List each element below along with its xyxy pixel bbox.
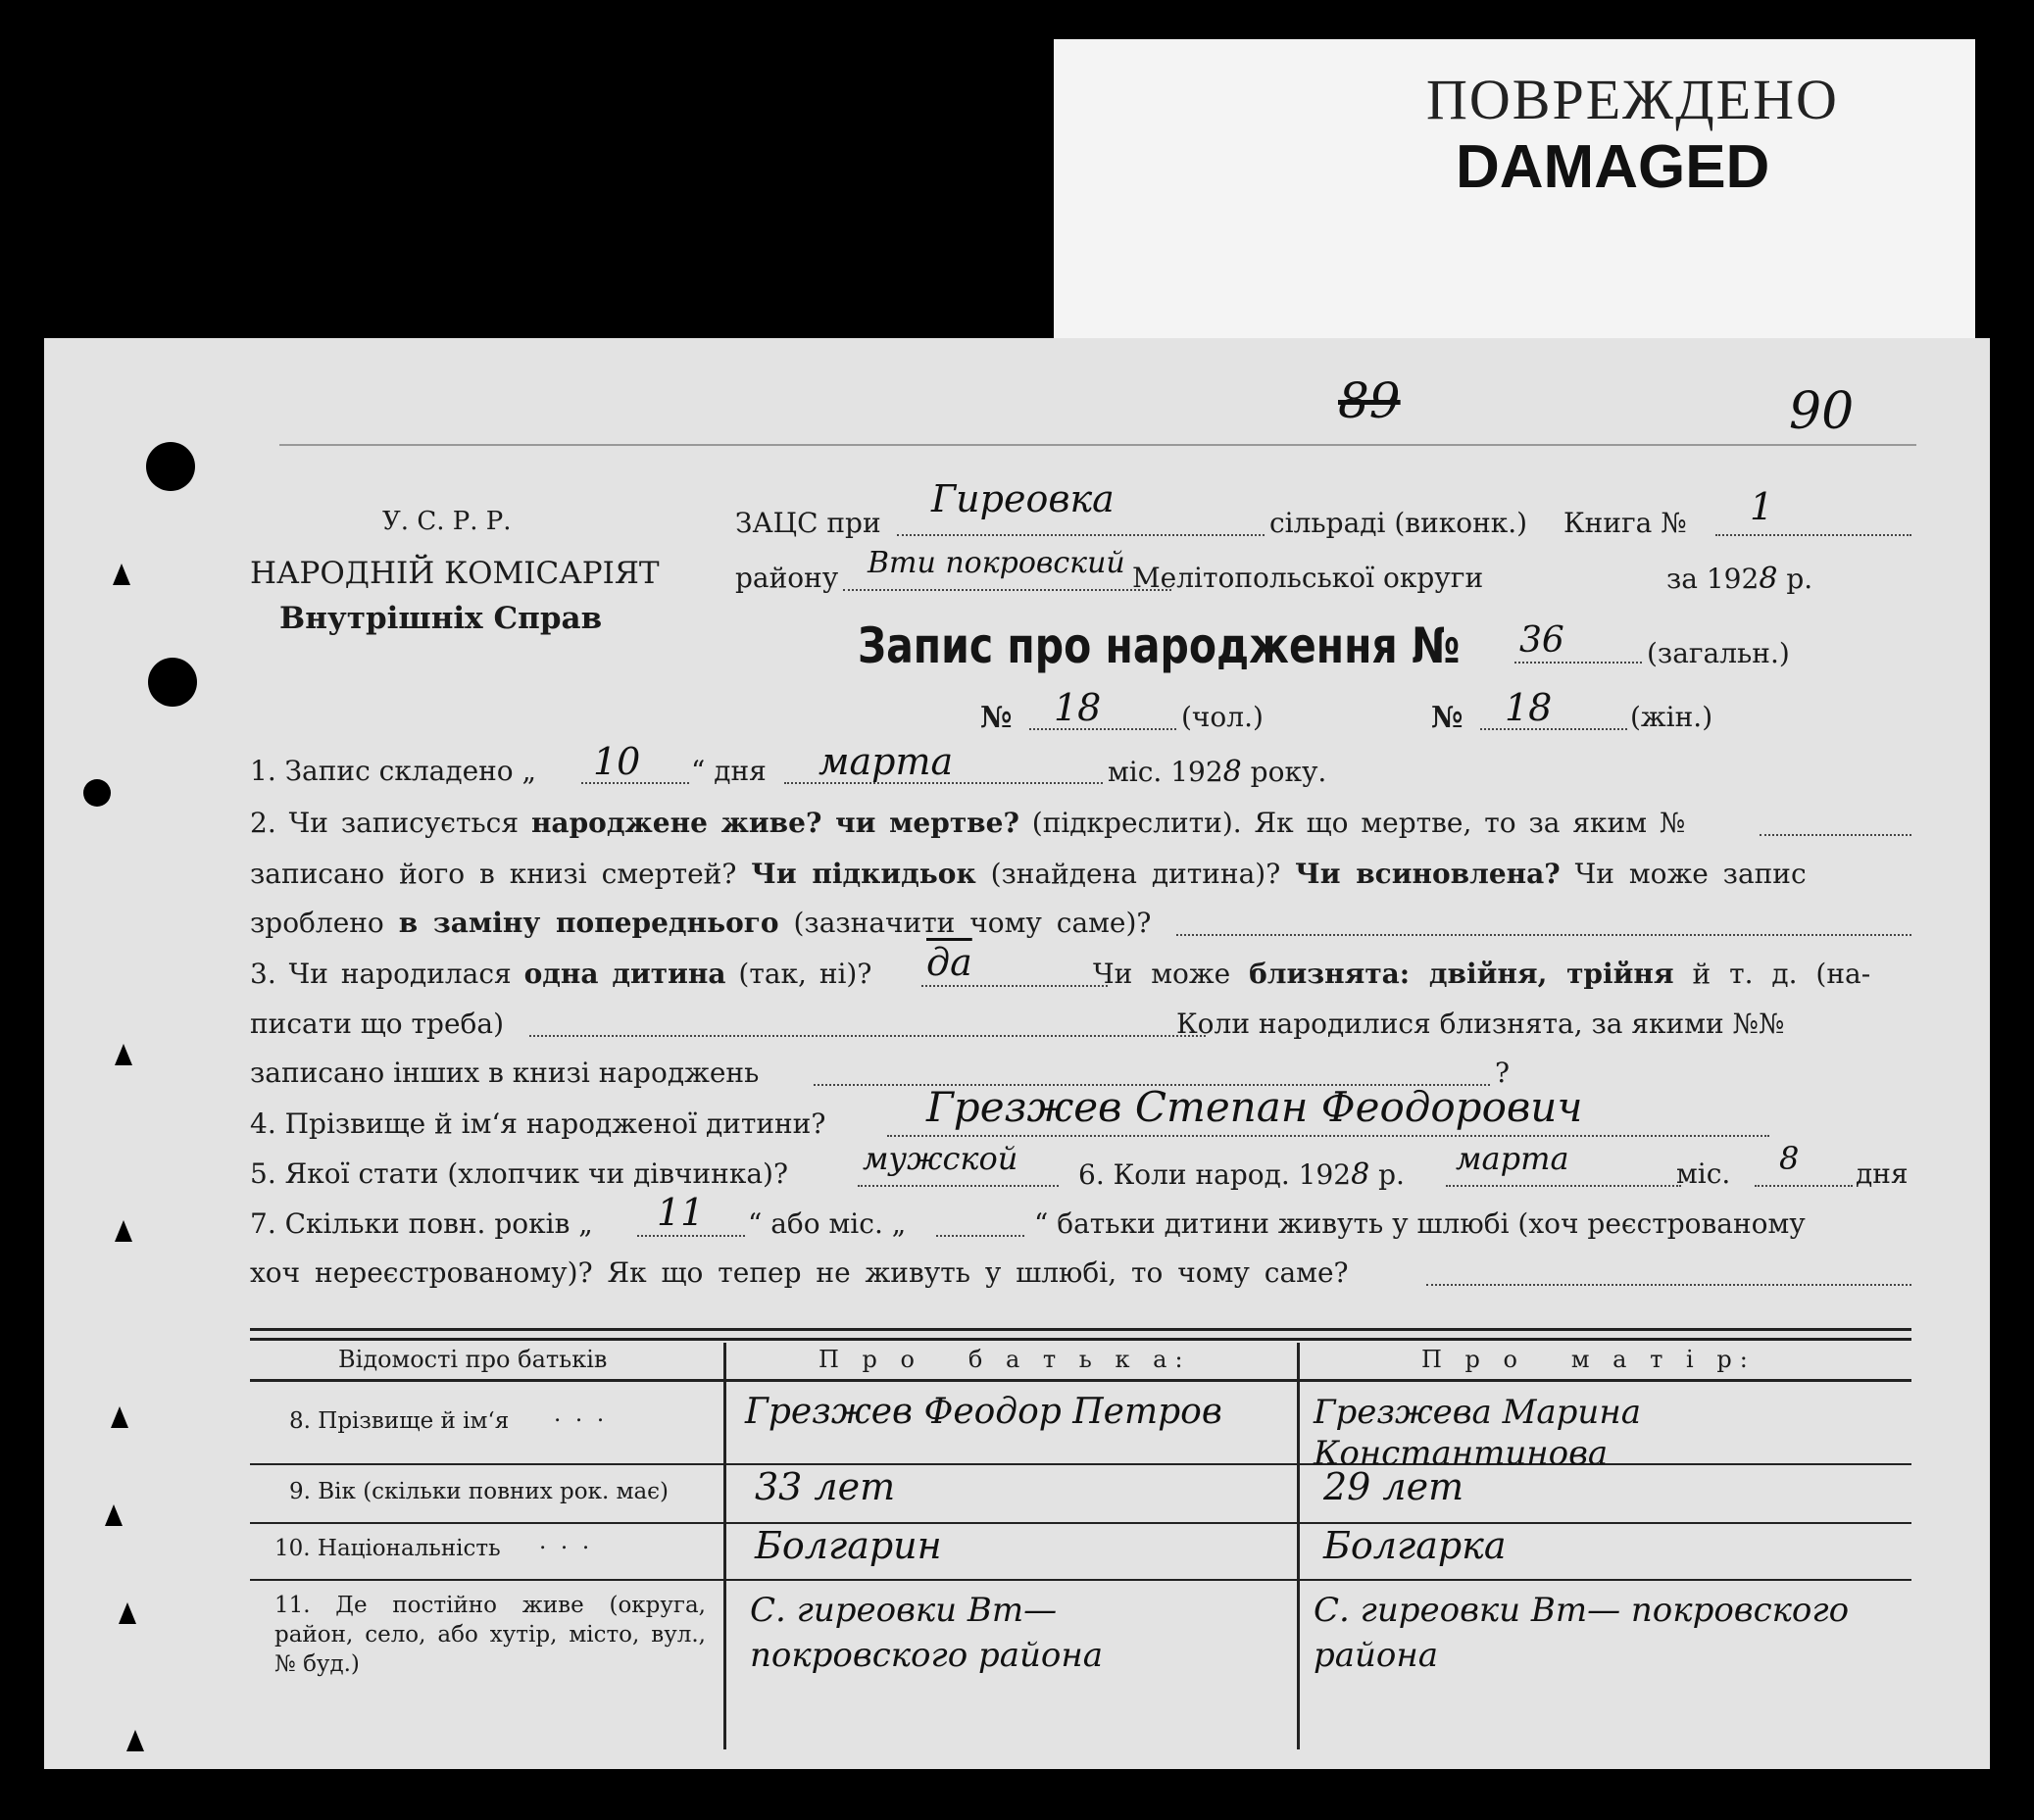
damaged-label-en: DAMAGED [1456,133,1770,201]
q3-answer: да [926,941,972,984]
q2-line3 [250,907,1151,939]
q2-l3b: в заміну попереднього [398,907,779,939]
table-row-rule [250,1522,1911,1524]
record-title-main: Запис про народження № [858,617,1461,674]
q2-death-no-line [1760,834,1911,836]
q6-year: 8 [1351,1157,1370,1192]
village-line [897,534,1265,536]
q2-line2 [250,858,1807,890]
book-line [1715,534,1911,536]
header-dept: Внутрішніх Справ [279,601,603,636]
q1-c [1108,755,1326,789]
record-number: 36 [1519,620,1564,661]
q1-b: “ дня [691,755,767,787]
birth-record-form [44,338,1990,1769]
q3-twins-line [529,1035,1206,1037]
q6-label [1078,1157,1405,1192]
q2-l2b: Чи підкидьок [751,858,976,890]
birth-month: марта [1456,1140,1569,1177]
book-label: Книга № [1563,507,1687,539]
female-no-symbol: № [1431,701,1463,735]
table-col-rule [723,1343,726,1749]
table-header-rule [250,1379,1911,1382]
q6-r: р. [1378,1158,1405,1191]
q3-l2a: писати що треба) [250,1008,504,1040]
row-residence-label: 11. Де постійно живе (округа, район, село, або хутір, місто, вул., № буд.) [274,1593,706,1677]
q3-l3b: ? [1495,1057,1511,1089]
council-label: сільраді (виконк.) [1269,507,1528,539]
page-number: 90 [1789,382,1855,441]
q2-l3a: зроблено [250,907,384,939]
q6-text: 6. Коли народ. 192 [1078,1158,1352,1191]
male-no-symbol: № [980,701,1013,735]
district-value: Вти покровский [868,546,1125,580]
q7-reason-line [1426,1284,1911,1286]
q3-l1e: близнята: двійня, трійня [1249,958,1674,990]
q7-c: “ батьки дитини живуть у шлюбі (хоч реєстрованому [1034,1207,1806,1240]
table-row-rule [250,1579,1911,1581]
q3-l2b: Коли народилися близнята, за якими №№ [1176,1008,1785,1040]
table-header-info: Відомості про батьків [338,1346,608,1373]
q1-a: 1. Запис складено „ [250,755,537,787]
q3-l1a: 3. Чи народилася [250,958,512,990]
general-label: (загальн.) [1647,637,1790,669]
row-nationality-dots: . . . [539,1529,590,1554]
district-line [843,589,1171,591]
village-value: Гиреовка [931,477,1115,520]
row-age-label: 9. Вік (скільки повних рок. має) [289,1479,670,1504]
father-age: 33 лет [755,1465,896,1508]
year-prefix: за 192 [1666,563,1760,595]
q3-l1d: Чи може [1093,958,1231,990]
q6-dnya: дня [1856,1157,1909,1190]
q5-line [858,1185,1059,1187]
father-name: Грезжев Феодор Петров [745,1392,1222,1432]
q2-l1c: (підкреслити). Як що мертве, то за яким № [1031,807,1686,839]
q2-l1a: 2. Чи записується [250,807,520,839]
edge-tear [105,1504,123,1526]
damaged-label [1054,39,1975,338]
q2-l2e: Чи може запис [1574,858,1807,890]
q3-l1c: (так, ні)? [738,958,872,990]
q2-l2a: записано його в книзі смертей? [250,858,737,890]
q1-d: року. [1250,756,1327,788]
q1-day: 10 [593,740,641,783]
zags-label: ЗАЦС при [735,507,881,539]
district-label: району [735,562,839,594]
table-top-rule-1 [250,1328,1911,1331]
birth-day: 8 [1779,1140,1800,1177]
table-col-rule [1297,1343,1300,1749]
edge-tear [126,1730,144,1751]
mother-residence: С. гиреовки Вт— покровского района [1314,1591,1850,1675]
row-nationality-label: 10. Національність [274,1536,501,1561]
q4-label: 4. Прізвище й ім‘я народженої дитини? [250,1107,826,1140]
q1-year: 8 [1222,755,1242,789]
edge-tear [119,1602,136,1624]
punch-hole [146,442,195,491]
mother-age: 29 лет [1323,1465,1464,1508]
punch-hole [148,658,197,707]
female-label: (жін.) [1630,701,1713,733]
female-num: 18 [1505,686,1553,729]
q4-line [887,1135,1769,1137]
punch-hole [83,779,111,807]
mother-nationality: Болгарка [1323,1524,1507,1567]
child-sex: мужской [863,1140,1018,1177]
male-num-line [1029,728,1176,730]
q1-c-text: міс. 192 [1108,756,1223,788]
mother-name: Грезжева Марина Константинова [1314,1393,1641,1473]
header-commissariat: НАРОДНІЙ КОМІСАРІЯТ [250,556,660,591]
year-label [1666,562,1812,596]
q2-l2c: (знайдена дитина)? [990,858,1281,890]
edge-tear [115,1044,132,1065]
row-name-dots: . . . [554,1402,605,1427]
q2-l2d: Чи всиновлена? [1295,858,1561,890]
father-residence: С. гиреовки Вт— покровского района [750,1591,1104,1675]
q3-answer-line [921,985,1108,987]
male-num: 18 [1054,686,1102,729]
q3-l1b: одна дитина [523,958,726,990]
book-value: 1 [1750,485,1774,528]
male-label: (чол.) [1181,701,1264,733]
header-state: У. С. Р. Р. [382,507,512,536]
q2-reason-line [1176,934,1911,936]
record-title [858,617,1592,674]
q7-months-line [936,1235,1024,1237]
q6-mis: міс. [1676,1157,1731,1190]
q6-day-line [1755,1185,1853,1187]
table-header-father: П р о б а т ь к а: [819,1346,1191,1373]
q3-l3a: записано інших в книзі народжень [250,1057,760,1089]
q2-line1 [250,807,1685,839]
father-nationality: Болгарин [755,1524,942,1567]
table-top-rule-2 [250,1338,1911,1341]
q1-month: марта [819,740,954,783]
edge-tear [111,1406,128,1428]
year-suffix: р. [1786,563,1813,595]
q3-line1-right [1093,958,1870,990]
q7-years-line [637,1235,745,1237]
damaged-label-ua: ПОВРЕЖДЕНО [1426,68,1839,131]
q2-l3c: (зазначити чому саме)? [793,907,1152,939]
female-num-line [1480,728,1627,730]
q7-years: 11 [657,1191,705,1234]
year-digit: 8 [1759,562,1778,596]
q6-month-line [1446,1185,1681,1187]
edge-tear [115,1220,132,1242]
crossed-page-number: 89 [1338,372,1401,429]
child-name: Грезжев Степан Феодорович [926,1083,1583,1131]
okrug-label: Мелітопольської округи [1132,562,1484,594]
top-rule [279,444,1916,446]
table-header-mother: П р о м а т і р: [1421,1346,1756,1373]
q7-a: 7. Скільки повн. років „ [250,1207,593,1240]
q2-l1b: народжене живе? чи мертве? [530,807,1019,839]
q7-l2: хоч нереєстрованому)? Як що тепер не живуть у шлюбі, то чому саме? [250,1256,1349,1289]
record-number-line [1514,662,1642,664]
q3-l1f: й т. д. (на- [1692,958,1871,990]
q5-label: 5. Якої стати (хлопчик чи дівчинка)? [250,1157,788,1190]
edge-tear [113,564,130,585]
q7-b: “ або міс. „ [748,1207,907,1240]
row-name-label: 8. Прізвище й ім‘я [289,1408,510,1434]
q3-line1-left [250,958,871,990]
